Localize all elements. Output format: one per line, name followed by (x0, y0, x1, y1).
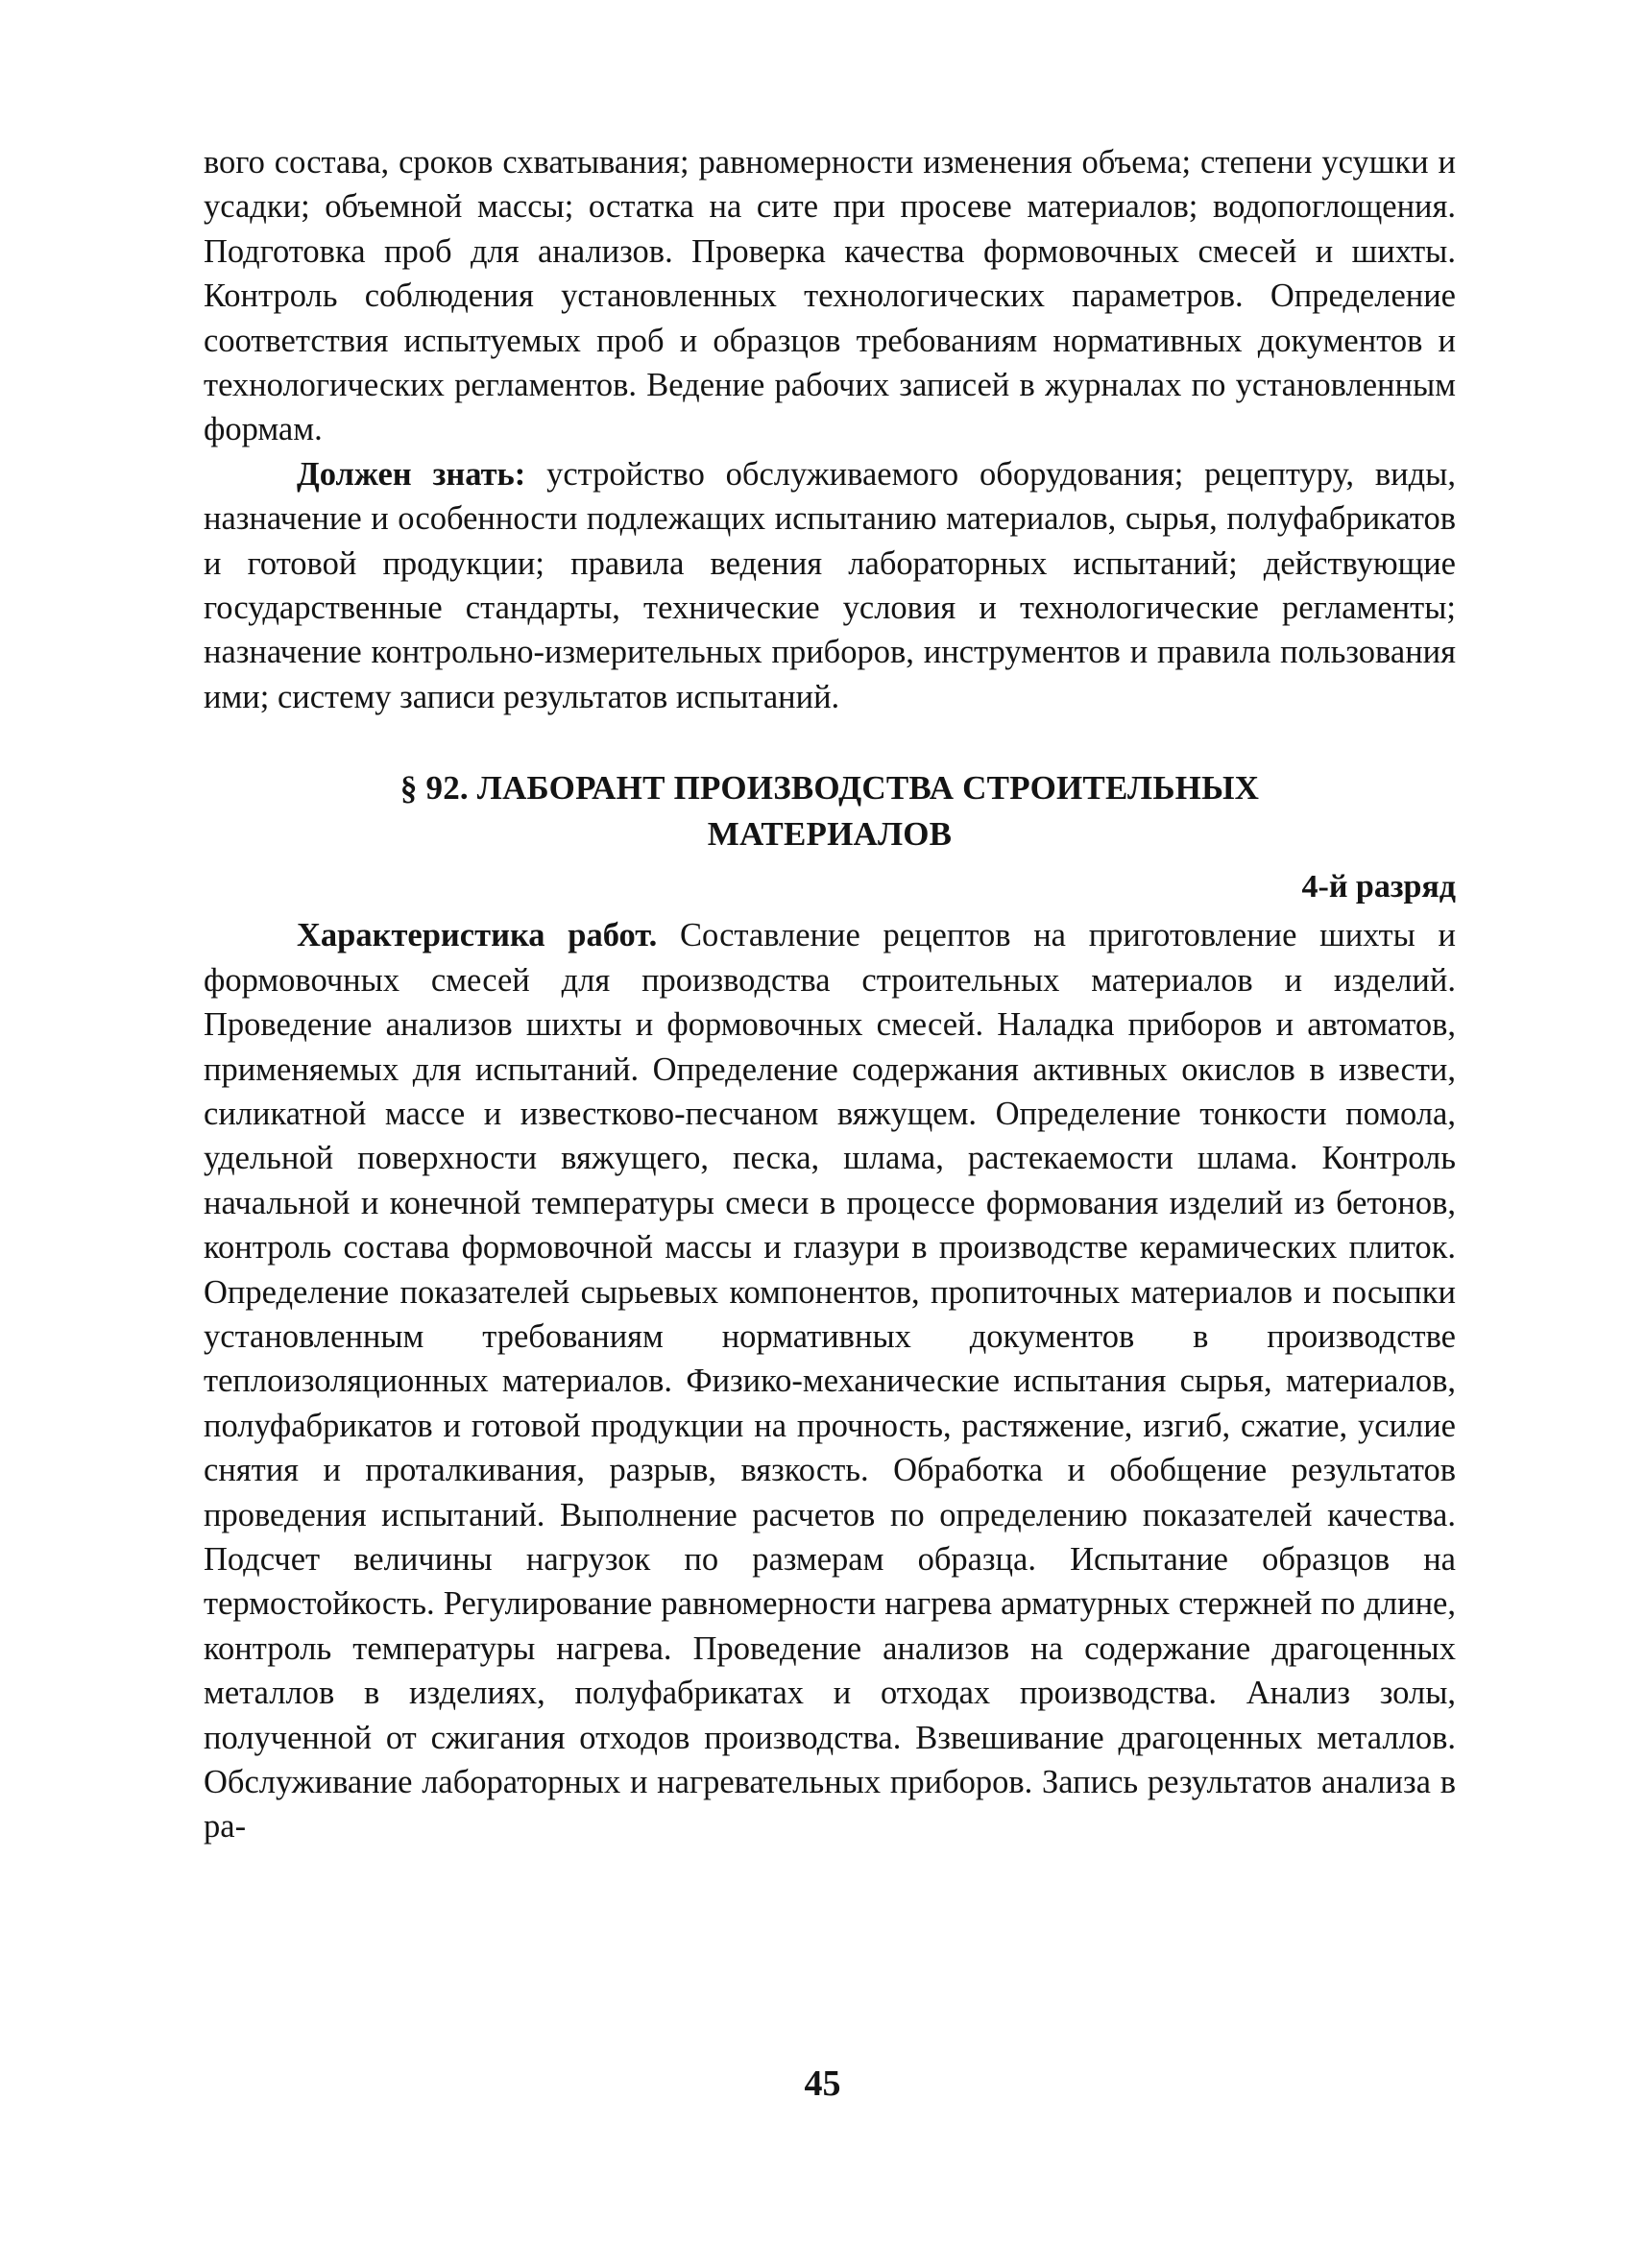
must-know-lead: Должен знать: (297, 455, 526, 493)
must-know-text: устройство обслуживаемого оборудования; рецептуру, виды, назначение и особенности подлежащих испытанию материалов, сырья, полуфабрикатов и готовой продукции; правила ведения лабораторных испытаний; действующие государственные стандарты, технические условия и технологические регламенты; назначение контрольно-измерительных приборов, инструментов и правила пользования ими; систему записи результатов испытаний. (204, 455, 1456, 715)
paragraph-continuation: вого состава, сроков схватывания; равномерности изменения объема; степени усушки и усадки; объемной массы; остатка на сите при просеве материалов; водопоглощения. Подготовка проб для анализов. Проверка качества формовочных смесей и шихты. Контроль соблюдения установленных технологических параметров. Определение соответствия испытуемых проб и образцов требованиям нормативных документов и технологических регламентов. Ведение рабочих записей в журналах по установленным формам. (204, 144, 1456, 448)
work-characteristics-text: Составление рецептов на приготовление шихты и формовочных смесей для производства строительных материалов и изделий. Проведение анализов шихты и формовочных смесей. Наладка приборов и автоматов, применяемых для испытаний. Определение содержания активных окислов в извести, силикатной массе и известково-песчаном вяжущем. Определение тонкости помола, удельной поверхности вяжущего, песка, шлама, растекаемости шлама. Контроль начальной и конечной температуры смеси в процессе формования изделий из бетонов, контроль состава формовочной массы и глазури в производстве керамических плиток. Определение показателей сырьевых компонентов, пропиточных материалов и посыпки установленным требованиям нормативных документов в производстве теплоизоляционных материалов. Физико-механические испытания сырья, материалов, полуфабрикатов и готовой продукции на прочность, растяжение, изгиб, сжатие, усилие снятия и проталкивания, разрыв, вязкость. Обработка и обобщение результатов проведения испытаний. Выполнение расчетов по определению показателей качества. Подсчет величины нагрузок по размерам образца. Испытание образцов на термостойкость. Регулирование равномерности нагрева арматурных стержней по длине, контроль температуры нагрева. Проведение анализов на содержание драгоценных металлов в изделиях, полуфабрикатах и отходах производства. Анализ золы, полученной от сжигания отходов производства. Взвешивание драгоценных металлов. Обслуживание лабораторных и нагревательных приборов. Запись результатов анализа в ра- (204, 917, 1456, 1846)
page-number: 45 (804, 2063, 841, 2104)
grade-label: 4-й разряд (1301, 869, 1456, 905)
work-characteristics-paragraph (204, 913, 1456, 1849)
document-page (204, 140, 1456, 1849)
section-title-line-2: МАТЕРИАЛОВ (707, 815, 953, 854)
section-title-line-1: § 92. ЛАБОРАНТ ПРОИЗВОДСТВА СТРОИТЕЛЬНЫХ (399, 769, 1260, 808)
section-title (204, 765, 1456, 857)
must-know-paragraph (204, 452, 1456, 719)
work-characteristics-lead: Характеристика работ. (297, 917, 658, 954)
